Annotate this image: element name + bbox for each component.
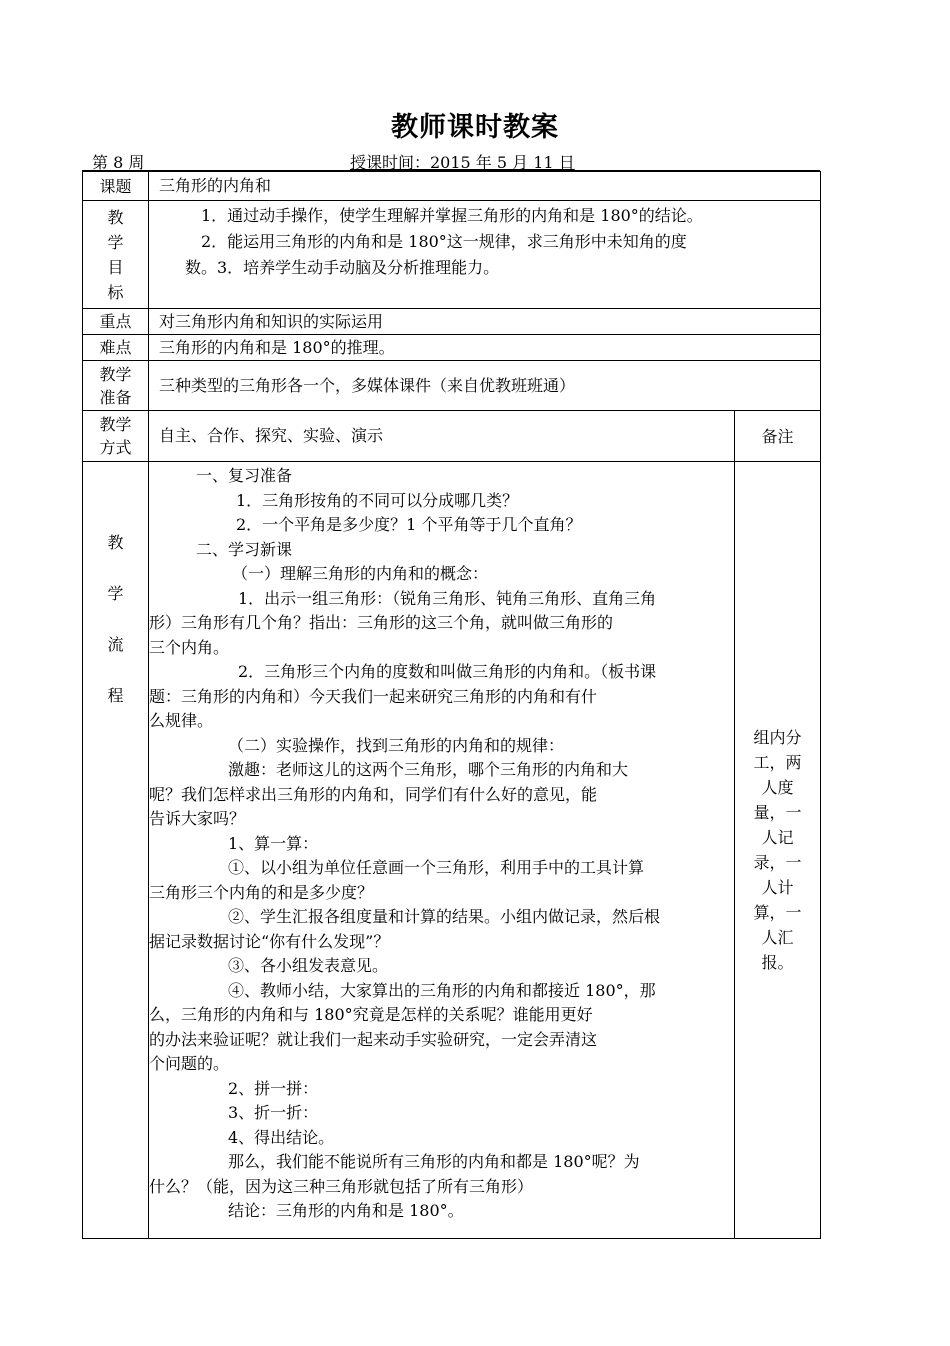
- process-label-char: 程: [107, 686, 124, 705]
- goals-label-char: 目: [107, 257, 124, 277]
- process-label-char: 教: [107, 533, 124, 552]
- process-line: 题：三角形的内角和）今天我们一起来研究三角形的内角和有什: [149, 686, 598, 706]
- page-title: 教师课时教案: [391, 112, 559, 143]
- remark-header: 备注: [735, 411, 821, 462]
- preparation-label: [83, 361, 149, 411]
- remark-line: 报。: [761, 953, 794, 972]
- process-line: 2、拼一拼：: [228, 1078, 319, 1098]
- goals-label: [83, 201, 149, 309]
- row-topic: [83, 172, 821, 201]
- process-line: （二）实验操作，找到三角形的内角和的规律：: [228, 735, 565, 755]
- process-content: [149, 462, 735, 1239]
- goals-content: [149, 201, 821, 309]
- row-process: [83, 462, 821, 1239]
- process-line: 三个内角。: [149, 637, 230, 657]
- process-line: 么，三角形的内角和与 180°究竟是怎样的关系呢？谁能用更好: [149, 1005, 593, 1024]
- process-remark: [735, 462, 821, 1239]
- process-line: 一、复习准备: [196, 466, 293, 485]
- process-line: 4、得出结论。: [228, 1127, 335, 1147]
- preparation-value: 三种类型的三角形各一个，多媒体课件（来自优教班班通）: [149, 361, 821, 411]
- process-line: ④、教师小结，大家算出的三角形的内角和都接近 180°，那: [228, 980, 656, 1000]
- process-line: ③、各小组发表意见。: [228, 956, 389, 975]
- remark-line: 组内分: [753, 728, 802, 747]
- process-label-char: 流: [107, 635, 124, 654]
- week-number: 第 8 周: [92, 153, 145, 172]
- process-line: （一）理解三角形的内角和的概念：: [232, 564, 489, 583]
- process-line: 三角形三个内角的和是多少度？: [149, 882, 374, 902]
- row-difficulty: [83, 335, 821, 361]
- row-goals: [83, 201, 821, 309]
- remark-line: 人度: [761, 778, 794, 797]
- method-label: [83, 411, 149, 462]
- process-line: 据记录数据讨论“你有什么发现”？: [149, 931, 390, 951]
- difficulty-value: 三角形的内角和是 180°的推理。: [149, 335, 821, 361]
- process-line: ①、以小组为单位任意画一个三角形，利用手中的工具计算: [228, 858, 645, 877]
- lesson-plan-table: [82, 171, 821, 1239]
- process-line: 呢？我们怎样求出三角形的内角和，同学们有什么好的意见，能: [149, 784, 598, 804]
- process-line: 么规律。: [149, 711, 214, 730]
- row-preparation: [83, 361, 821, 411]
- process-line: 什么？（能，因为这三种三角形就包括了所有三角形）: [149, 1176, 534, 1196]
- remark-line: 算，一: [753, 903, 802, 922]
- process-line: 1．出示一组三角形：（锐角三角形、钝角三角形、直角三角: [238, 588, 657, 608]
- process-label: [83, 462, 149, 1239]
- goal-line: 1．通过动手操作，使学生理解并掌握三角形的内角和是 180°的结论。: [201, 206, 703, 225]
- key-point-value: 对三角形内角和知识的实际运用: [149, 309, 821, 335]
- process-line: 的办法来验证呢？就让我们一起来动手实验研究，一定会弄清这: [149, 1029, 598, 1049]
- process-line: ②、学生汇报各组度量和计算的结果。小组内做记录，然后根: [228, 907, 661, 926]
- lesson-date-text: 授课时间：2015 年 5 月 11 日: [350, 153, 575, 172]
- method-label-line: 教学: [99, 415, 132, 434]
- topic-value: 三角形的内角和: [149, 172, 821, 201]
- topic-label: 课题: [83, 172, 149, 201]
- difficulty-label: 难点: [83, 335, 149, 361]
- row-method: [83, 411, 821, 462]
- remark-line: 量，一: [753, 803, 802, 822]
- process-line: 告诉大家吗？: [149, 809, 246, 828]
- key-point-label: 重点: [83, 309, 149, 335]
- goal-line: 数。3．培养学生动手动脑及分析推理能力。: [185, 258, 500, 277]
- goals-label-char: 标: [107, 282, 124, 302]
- process-line: 3、折一折：: [228, 1103, 319, 1122]
- process-line: 2．一个平角是多少度？1 个平角等于几个直角？: [236, 515, 582, 534]
- process-line: 结论：三角形的内角和是 180°。: [228, 1201, 464, 1220]
- remark-line: 人汇: [761, 928, 794, 947]
- goals-label-char: 教: [107, 207, 124, 227]
- method-label-line: 方式: [99, 438, 132, 457]
- process-line: 1．三角形按角的不同可以分成哪几类？: [236, 490, 519, 510]
- process-line: 激趣：老师这儿的这两个三角形，哪个三角形的内角和大: [228, 760, 629, 779]
- preparation-label-line: 教学: [99, 364, 132, 384]
- remark-line: 人记: [761, 828, 794, 847]
- process-line: 那么，我们能不能说所有三角形的内角和都是 180°呢？为: [228, 1152, 640, 1171]
- remark-line: 录，一: [753, 853, 802, 872]
- process-line: 二、学习新课: [196, 539, 293, 559]
- process-line: 2．三角形三个内角的度数和叫做三角形的内角和。（板书课: [238, 662, 657, 681]
- process-label-char: 学: [107, 584, 124, 603]
- process-line: 形）三角形有几个角？指出：三角形的这三个角，就叫做三角形的: [149, 613, 614, 632]
- process-line: 个问题的。: [149, 1054, 230, 1073]
- goal-line: 2．能运用三角形的内角和是 180°这一规律，求三角形中未知角的度: [201, 232, 687, 251]
- process-line: 1、算一算：: [228, 833, 319, 853]
- remark-line: 工，两: [753, 753, 802, 772]
- remark-line: 人计: [761, 878, 794, 897]
- preparation-label-line: 准备: [99, 387, 132, 407]
- method-value: 自主、合作、探究、实验、演示: [149, 411, 735, 462]
- row-key-point: [83, 309, 821, 335]
- goals-label-char: 学: [107, 232, 124, 252]
